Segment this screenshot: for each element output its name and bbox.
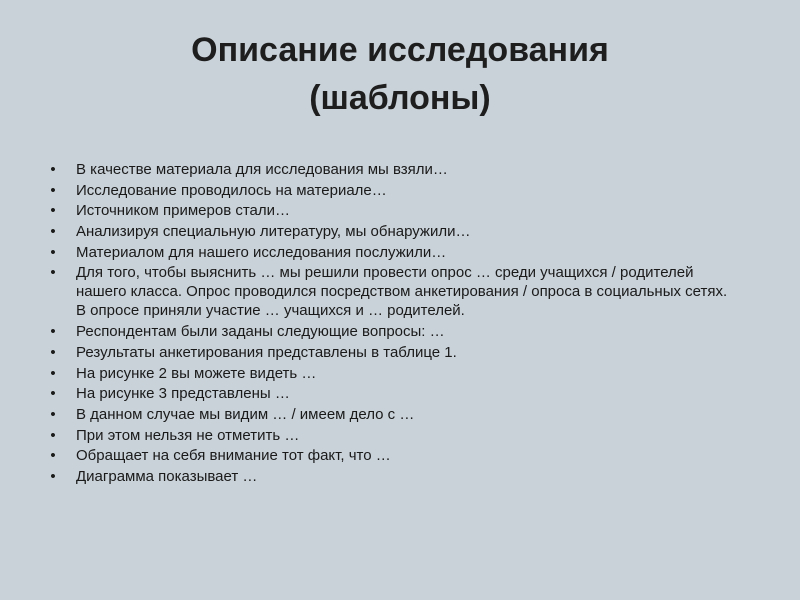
list-item-text: Анализируя специальную литературу, мы обнаружили…	[76, 223, 471, 241]
list-item-text: В данном случае мы видим … / имеем дело с …	[76, 405, 415, 423]
bullet-icon: •	[50, 161, 56, 178]
list-item	[46, 384, 736, 403]
list-item-text: Обращает на себя внимание тот факт, что …	[76, 447, 391, 465]
list-item	[46, 201, 736, 220]
list-item-text: Результаты анкетирования представлены в таблице 1.	[76, 343, 457, 361]
list-item	[46, 263, 736, 320]
list-item-text: Для того, чтобы выяснить … мы решили провести опрос … среди учащихся / родителей нашего класса. Опрос проводился посредством анкетирования / опроса в социальных сетях. В опросе приняли участие … учащихся и … родителей.	[76, 264, 728, 320]
bullet-icon: •	[50, 223, 56, 241]
slide-title-line-1: Описание исследования	[191, 31, 609, 69]
list-item	[46, 243, 736, 262]
list-item-text: Исследование проводилось на материале…	[76, 181, 387, 199]
slide-title-line-2: (шаблоны)	[309, 79, 491, 117]
list-item-text: Материалом для нашего исследования послужили…	[76, 243, 447, 261]
bullet-icon: •	[50, 426, 56, 444]
list-item	[46, 343, 736, 362]
bullet-list	[46, 160, 736, 488]
bullet-icon: •	[50, 181, 56, 199]
list-item	[46, 322, 736, 341]
bullet-icon: •	[50, 343, 56, 361]
bullet-icon: •	[50, 323, 56, 341]
bullet-icon: •	[50, 243, 56, 261]
bullet-icon: •	[50, 467, 56, 485]
list-item	[46, 160, 736, 179]
bullet-icon: •	[50, 202, 56, 220]
list-item	[46, 405, 736, 424]
list-item-text: Респондентам были заданы следующие вопросы: …	[76, 323, 445, 341]
list-item	[46, 426, 736, 445]
bullet-icon: •	[50, 364, 56, 382]
list-item-text: На рисунке 3 представлены …	[76, 385, 290, 403]
bullet-icon: •	[50, 264, 56, 282]
list-item	[46, 467, 736, 486]
list-item	[46, 364, 736, 383]
list-item-text: На рисунке 2 вы можете видеть …	[76, 364, 317, 382]
list-item-text: Источником примеров стали…	[76, 202, 291, 220]
bullet-icon: •	[50, 385, 56, 403]
list-item	[46, 222, 736, 241]
list-item	[46, 181, 736, 200]
slide-title	[60, 26, 740, 122]
list-item-text: При этом нельзя не отметить …	[76, 426, 300, 444]
list-item	[46, 446, 736, 465]
bullet-icon: •	[50, 405, 56, 423]
list-item-text: В качестве материала для исследования мы взяли…	[76, 161, 448, 178]
bullet-icon: •	[50, 447, 56, 465]
list-item-text: Диаграмма показывает …	[76, 467, 258, 485]
